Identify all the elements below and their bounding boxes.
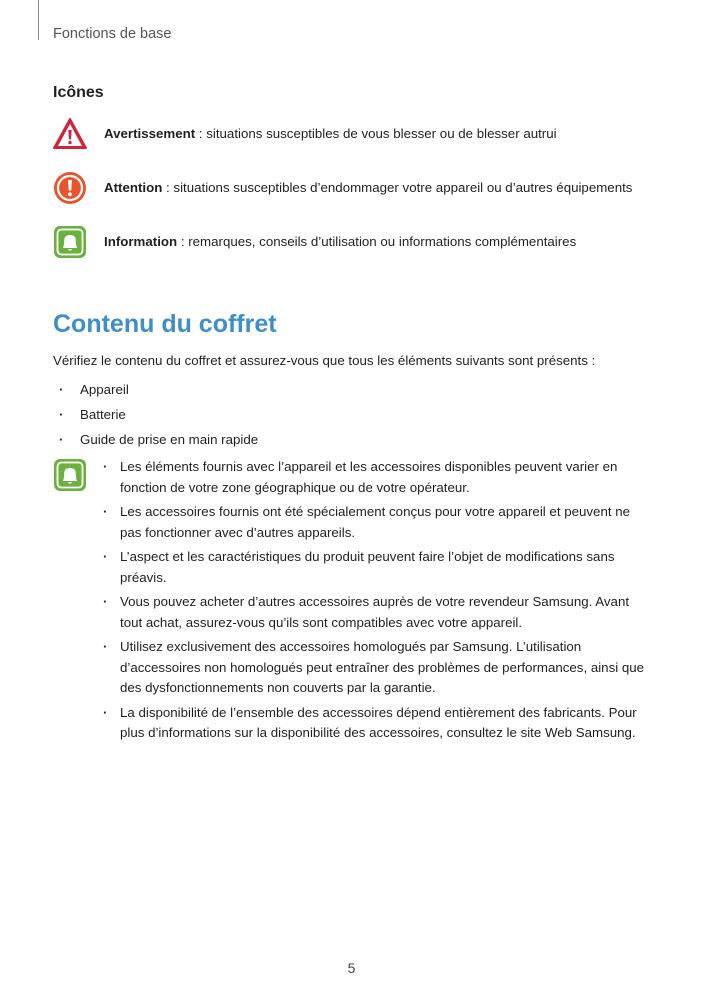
caution-term: Attention: [104, 180, 163, 195]
info-bell-icon: [53, 225, 87, 259]
list-item: · Batterie: [53, 406, 258, 431]
note-item: · L’aspect et les caractéristiques du produit peuvent faire l’objet de modifications sans préavis.: [100, 547, 652, 588]
note-item: · La disponibilité de l’ensemble des accessoires dépend entièrement des fabricants. Pour plus d’informations sur la disponibilité des accessoires, consultez le site Web Samsung.: [100, 703, 652, 744]
information-legend-text: [104, 234, 576, 249]
information-term: Information: [104, 234, 178, 249]
page-number: 5: [347, 960, 356, 976]
warning-term: Avertissement: [104, 126, 196, 141]
caution-exclamation-icon: [53, 171, 87, 205]
contents-section-title: Contenu du coffret: [53, 310, 277, 338]
caution-legend-text: [104, 180, 632, 195]
caution-desc: : situations susceptibles d’endommager votre appareil ou d’autres équipements: [162, 180, 633, 195]
header-rule: [38, 0, 39, 40]
icon-legend-caution: [53, 171, 653, 205]
warning-legend-text: [104, 126, 557, 141]
notes-list: [100, 457, 652, 748]
running-header: Fonctions de base: [53, 26, 172, 42]
note-item: · Les éléments fournis avec l’appareil et les accessoires disponibles peuvent varier en fonction de votre zone géographique ou de votre opérateur.: [100, 457, 652, 498]
contents-intro: Vérifiez le contenu du coffret et assurez-vous que tous les éléments suivants sont présents :: [53, 353, 596, 368]
info-bell-icon: [53, 458, 87, 492]
icons-section-title: Icônes: [53, 84, 104, 101]
note-item: · Les accessoires fournis ont été spécialement conçus pour votre appareil et peuvent ne pas fonctionner avec d’autres appareils.: [100, 502, 652, 543]
information-desc: : remarques, conseils d’utilisation ou informations complémentaires: [177, 234, 577, 249]
icon-legend-warning: [53, 117, 653, 151]
contents-item-list: [53, 381, 258, 456]
list-item: · Guide de prise en main rapide: [53, 431, 258, 456]
icon-legend-information: [53, 225, 653, 259]
list-item: · Appareil: [53, 381, 258, 406]
note-item: · Vous pouvez acheter d’autres accessoires auprès de votre revendeur Samsung. Avant tout achat, assurez-vous qu’ils sont compatibles avec votre appareil.: [100, 592, 652, 633]
warning-triangle-icon: [53, 117, 87, 151]
warning-desc: : situations susceptibles de vous blesser ou de blesser autrui: [195, 126, 557, 141]
note-item: · Utilisez exclusivement des accessoires homologués par Samsung. L’utilisation d’accessoires non homologués peut entraîner des problèmes de performances, ainsi que des dysfonctionnements non couverts par la garantie.: [100, 637, 652, 699]
